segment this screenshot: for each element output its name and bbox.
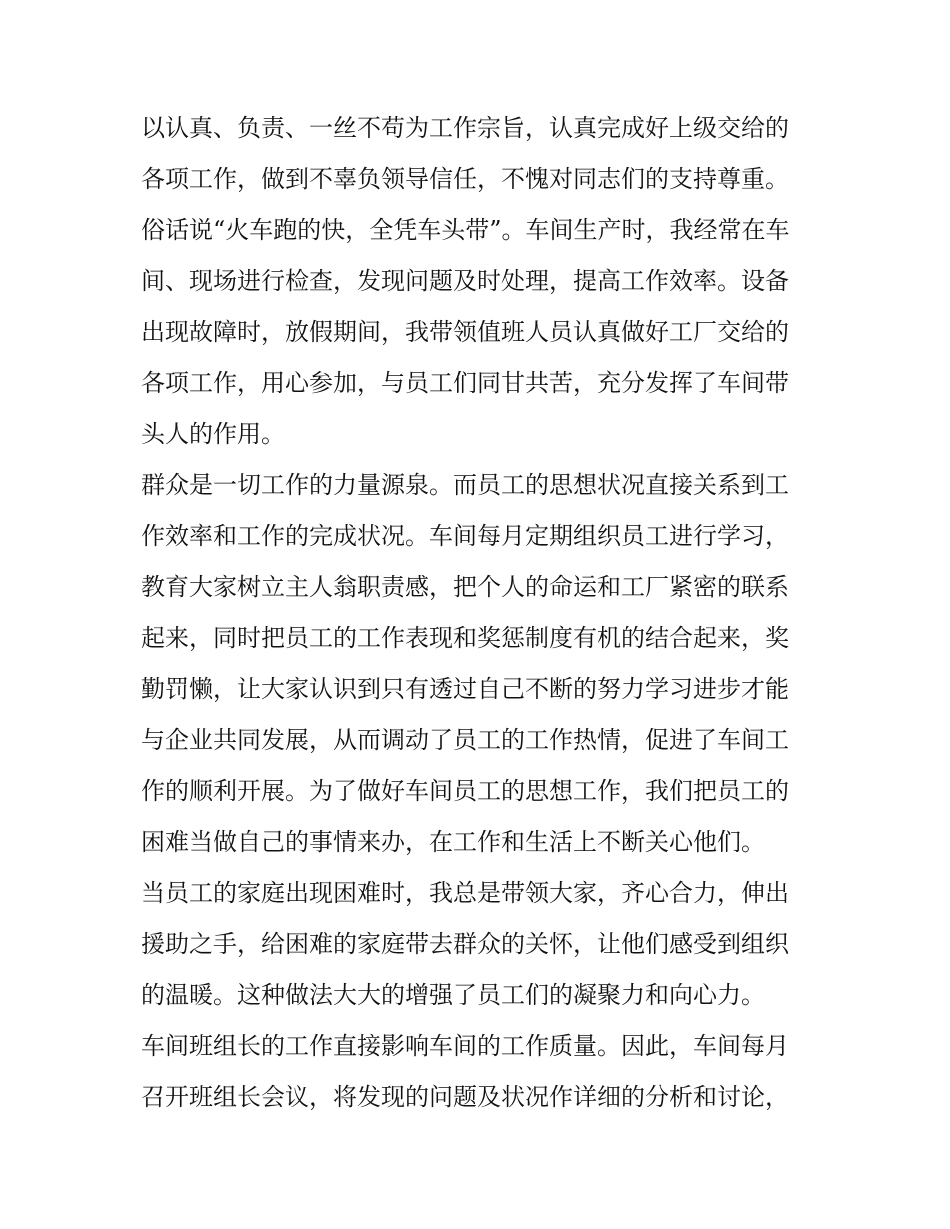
text-line: 的温暖。这种做法大大的增强了员工们的凝聚力和向心力。	[141, 981, 765, 1009]
body-text	[141, 103, 817, 1123]
text-line: 起来，同时把员工的工作表现和奖惩制度有机的结合起来，奖	[141, 624, 789, 652]
text-line: 车间班组长的工作直接影响车间的工作质量。因此，车间每月	[141, 1032, 789, 1060]
text-line: 与企业共同发展，从而调动了员工的工作热情，促进了车间工	[141, 726, 789, 754]
text-line: 各项工作，用心参加，与员工们同甘共苦，充分发挥了车间带	[141, 369, 789, 397]
text-line: 作效率和工作的完成状况。车间每月定期组织员工进行学习，	[141, 522, 789, 550]
text-line: 困难当做自己的事情来办，在工作和生活上不断关心他们。	[141, 828, 765, 856]
text-line: 头人的作用。	[141, 420, 285, 448]
text-line: 出现故障时，放假期间，我带领值班人员认真做好工厂交给的	[141, 318, 789, 346]
text-line: 以认真、负责、一丝不苟为工作宗旨，认真完成好上级交给的	[141, 114, 789, 142]
text-line: 间、现场进行检查，发现问题及时处理，提高工作效率。设备	[141, 267, 789, 295]
text-line: 召开班组长会议，将发现的问题及状况作详细的分析和讨论，	[141, 1083, 789, 1111]
text-line: 群众是一切工作的力量源泉。而员工的思想状况直接关系到工	[141, 471, 789, 499]
text-line: 各项工作，做到不辜负领导信任，不愧对同志们的支持尊重。	[141, 165, 789, 193]
text-line: 作的顺利开展。为了做好车间员工的思想工作，我们把员工的	[141, 777, 789, 805]
text-line: 当员工的家庭出现困难时，我总是带领大家，齐心合力，伸出	[141, 879, 789, 907]
text-line: 援助之手，给困难的家庭带去群众的关怀，让他们感受到组织	[141, 930, 789, 958]
text-line: 俗话说“火车跑的快，全凭车头带”。车间生产时，我经常在车	[141, 216, 790, 244]
text-line: 教育大家树立主人翁职责感，把个人的命运和工厂紧密的联系	[141, 573, 789, 601]
text-line: 勤罚懒，让大家认识到只有透过自己不断的努力学习进步才能	[141, 675, 789, 703]
